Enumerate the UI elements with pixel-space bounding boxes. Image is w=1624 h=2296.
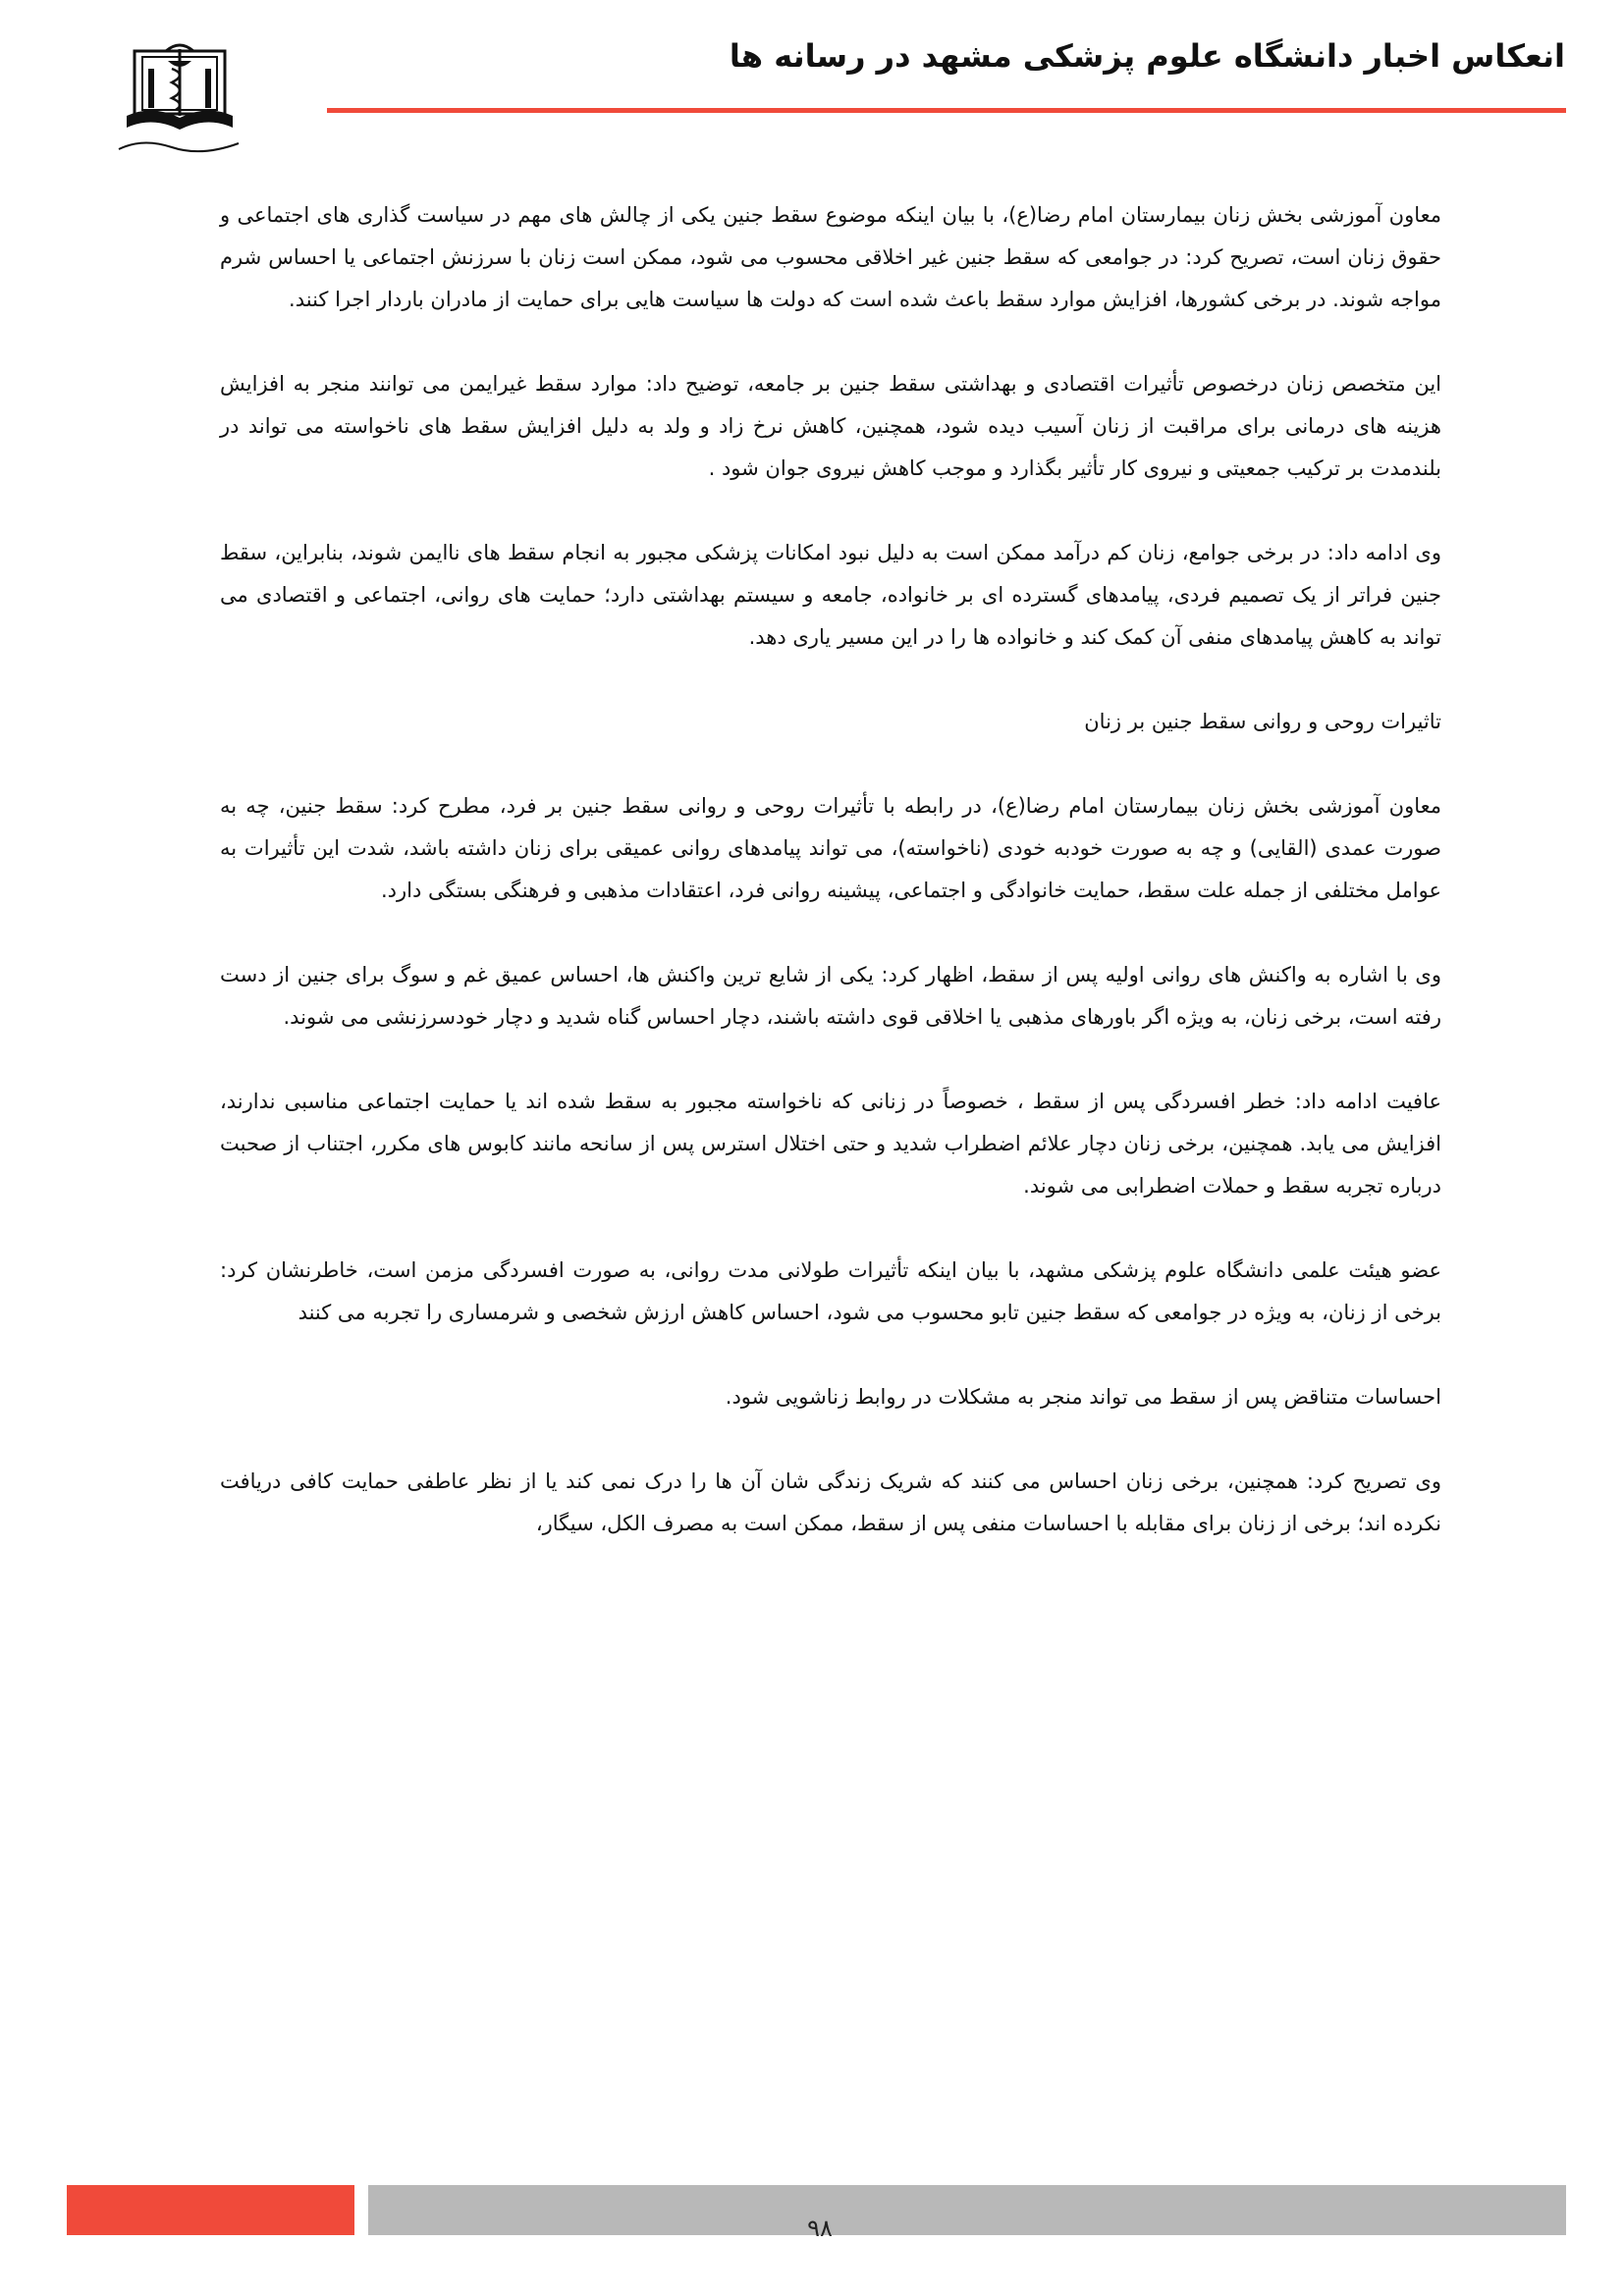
paragraph-7: عضو هیئت علمی دانشگاه علوم پزشکی مشهد، با بیان اینکه تأثیرات طولانی مدت روانی، به صورت افسردگی مزمن است، خاطرنشان کرد: برخی از زنان، به ویژه در جوامعی که سقط جنین تابو محسوب می شود، احساس کاهش ارزش شخصی و شرمساری را تجربه می کنند [220,1258,1441,1324]
footer-bar [368,2185,1566,2235]
paragraph-5: وی با اشاره به واکنش های روانی اولیه پس از سقط، اظهار کرد: یکی از شایع ترین واکنش ها، احساس عمیق غم و سوگ برای جنین از دست رفته است، برخی زنان، به ویژه اگر باورهای مذهبی یا اخلاقی قوی داشته باشند، دچار احساس گناه شدید و دچار خودسرزنشی می شوند. [220,963,1441,1029]
paragraph-2: این متخصص زنان درخصوص تأثیرات اقتصادی و بهداشتی سقط جنین بر جامعه، توضیح داد: موارد سقط غیرایمن می توانند منجر به افزایش هزینه های درمانی برای مراقبت از زنان آسیب دیده شود، همچنین، کاهش نرخ زاد و ولد به دلیل افزایش سقط های ناخواسته می تواند در بلندمدت بر ترکیب جمعیتی و نیروی کار تأثیر بگذارد و موجب کاهش نیروی جوان شود . [220,372,1441,480]
header-divider [327,108,1566,113]
paragraph-8: احساسات متناقض پس از سقط می تواند منجر به مشکلات در روابط زناشویی شود. [725,1385,1441,1409]
section-heading: تاثیرات روحی و روانی سقط جنین بر زنان [1084,710,1441,733]
paragraph-9: وی تصریح کرد: همچنین، برخی زنان احساس می کنند که شریک زندگی شان آن ها را درک نمی کند یا از نظر عاطفی حمایت کافی دریافت نکرده اند؛ برخی از زنان برای مقابله با احساسات منفی پس از سقط، ممکن است به مصرف الکل، سیگار، [220,1469,1441,1535]
page-header-title: انعکاس اخبار دانشگاه علوم پزشکی مشهد در رسانه ها [729,37,1565,75]
paragraph-3: وی ادامه داد: در برخی جوامع، زنان کم درآمد ممکن است به دلیل نبود امکانات پزشکی مجبور به انجام سقط های ناایمن شوند، بنابراین، سقط جنین فراتر از یک تصمیم فردی، پیامدهای گسترده ای بر خانواده، جامعه و سیستم بهداشتی دارد؛ حمایت های روانی، اجتماعی و اقتصادی می تواند به کاهش پیامدهای منفی آن کمک کند و خانواده ها را در این مسیر یاری دهد. [220,541,1441,649]
paragraph-6: عافیت ادامه داد: خطر افسردگی پس از سقط ، خصوصاً در زنانی که ناخواسته مجبور به سقط شده اند یا حمایت اجتماعی مناسبی ندارند، افزایش می یابد. همچنین، برخی زنان دچار علائم اضطراب شدید و حتی اختلال استرس پس از سانحه مانند کابوس های مکرر، اجتناب از صحبت درباره تجربه سقط و حملات اضطرابی می شوند. [220,1090,1441,1198]
article-body [220,194,1441,1587]
paragraph-1: معاون آموزشی بخش زنان بیمارستان امام رضا(ع)، با بیان اینکه موضوع سقط جنین یکی از چالش های مهم در سیاست گذاری های اجتماعی و حقوق زنان است، تصریح کرد: در جوامعی که سقط جنین غیر اخلاقی محسوب می شود، ممکن است زنان با سرزنش اجتماعی یا احساس شرم مواجه شوند. در برخی کشورها، افزایش موارد سقط باعث شده است که دولت ها سیاست هایی برای حمایت از مادران باردار اجرا کنند. [220,203,1441,311]
footer-accent-bar [67,2185,354,2235]
page-number: ۹۸ [807,2215,833,2242]
paragraph-4: معاون آموزشی بخش زنان بیمارستان امام رضا(ع)، در رابطه با تأثیرات روحی و روانی سقط جنین بر فرد، مطرح کرد: سقط جنین، چه به صورت عمدی (القایی) و چه به صورت خودبه خودی (ناخواسته)، می تواند پیامدهای روانی عمیقی برای زنان داشته باشد، شدت این تأثیرات به عوامل مختلفی از جمله علت سقط، حمایت خانوادگی و اجتماعی، پیشینه روانی فرد، اعتقادات مذهبی و فرهنگی بستگی دارد. [220,794,1441,902]
university-logo [113,39,245,177]
university-emblem-icon [113,39,245,177]
